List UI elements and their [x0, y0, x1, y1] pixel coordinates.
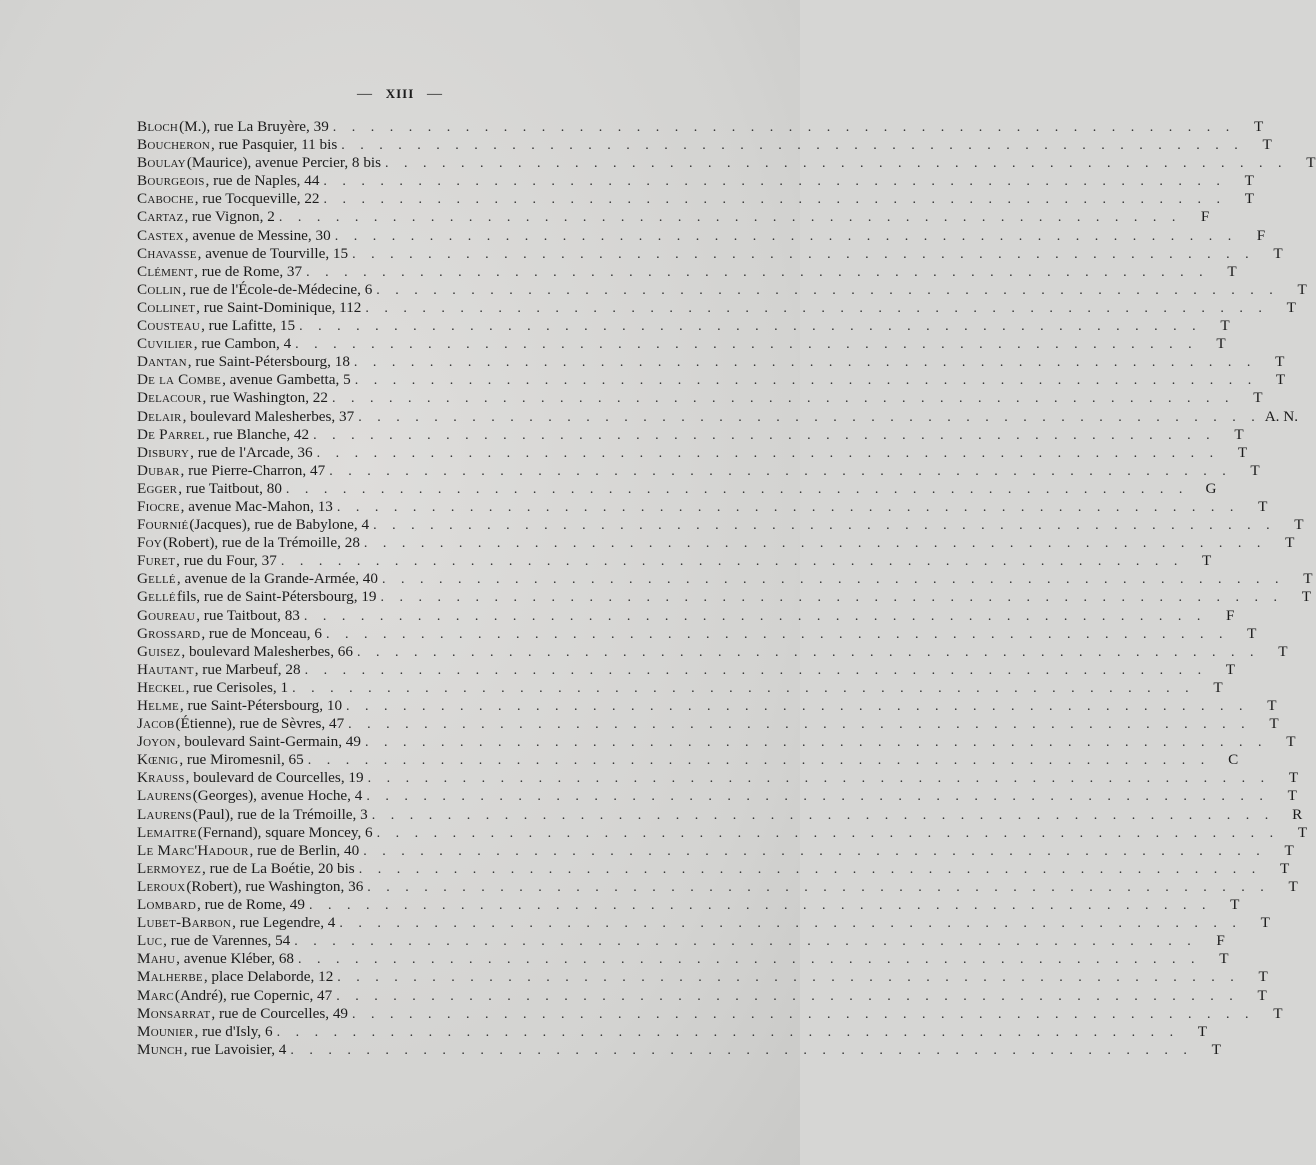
entry-name: Bloch — [137, 118, 179, 135]
entry-name: Bourgeois — [137, 172, 205, 190]
dot-leader: . . . . . . . . . . . . . . . . . . . . . . . . . . . . . . . . . . . . . . . . . . . . . . . . — [354, 373, 1258, 389]
dot-leader: . . . . . . . . . . . . . . . . . . . . . . . . . . . . . . . . . . . . . . . . . . . . . . . . — [323, 174, 1226, 190]
entry-name: Lubet-Barbon — [137, 914, 232, 932]
list-item — [137, 606, 1235, 625]
entry-address: , rue de Varennes, 54 — [163, 932, 291, 950]
entry-code: T — [1257, 986, 1267, 1004]
list-item — [137, 552, 1212, 570]
entry-code: T — [1286, 298, 1296, 316]
entry-address: (Robert), rue de la Trémoille, 28 — [162, 534, 360, 552]
entry-address: , rue Saint-Pétersbourg, 10 — [179, 697, 343, 714]
entry-name: Lermoyez — [137, 859, 202, 877]
header-dash-left: — — [356, 86, 373, 102]
entry-code: T — [1269, 715, 1279, 733]
entry-name: Dantan — [137, 353, 187, 371]
entry-name: Monsarrat — [137, 1004, 211, 1022]
entry-address: , boulevard Malesherbes, 37 — [182, 407, 355, 425]
entry-name: Foy — [137, 534, 162, 552]
entry-code: T — [1287, 787, 1297, 805]
list-item — [137, 715, 1279, 733]
dot-leader: . . . . . . . . . . . . . . . . . . . . . . . . . . . . . . . . . . . . . . . . . . . . . . . . — [280, 554, 1184, 570]
entry-name: Kœnig — [137, 751, 179, 769]
page-number: XIII — [385, 86, 415, 101]
list-item — [137, 407, 1299, 426]
entry-address: (Georges), avenue Hoche, 4 — [192, 787, 363, 805]
dot-leader: . . . . . . . . . . . . . . . . . . . . . . . . . . . . . . . . . . . . . . . . . . . . . . . . — [323, 192, 1227, 208]
dot-leader: . . . . . . . . . . . . . . . . . . . . . . . . . . . . . . . . . . . . . . . . . . . . . . . . — [352, 1006, 1255, 1022]
entry-code: T — [1273, 244, 1283, 262]
entry-name: Gellé — [137, 588, 176, 606]
dot-leader: . . . . . . . . . . . . . . . . . . . . . . . . . . . . . . . . . . . . . . . . . . . . . . . . — [292, 680, 1195, 696]
entry-address: , rue Legendre, 4 — [232, 914, 336, 932]
entry-address: , rue Taitbout, 80 — [178, 479, 282, 497]
list-item — [137, 1004, 1283, 1023]
entry-name: Furet — [137, 552, 176, 570]
page-header — [0, 86, 800, 103]
entry-code: F — [1256, 226, 1266, 244]
entry-address: , rue de Berlin, 40 — [249, 841, 360, 859]
entry-code: F — [1216, 932, 1225, 950]
entry-code: T — [1244, 172, 1254, 190]
entry-code: T — [1202, 552, 1212, 570]
entry-name: Collin — [137, 280, 182, 298]
list-item — [137, 624, 1257, 643]
dot-leader: . . . . . . . . . . . . . . . . . . . . . . . . . . . . . . . . . . . . . . . . . . . . . . . . — [299, 319, 1202, 335]
dot-leader: . . . . . . . . . . . . . . . . . . . . . . . . . . . . . . . . . . . . . . . . . . . . . . . . — [352, 246, 1255, 262]
entry-code: T — [1227, 262, 1237, 280]
entry-code: F — [1225, 606, 1235, 624]
entry-address: , avenue Kléber, 68 — [176, 950, 295, 968]
dot-leader: . . . . . . . . . . . . . . . . . . . . . . . . . . . . . . . . . . . . . . . . . . . . . . . . — [357, 644, 1260, 660]
entry-name: Dubar — [137, 461, 180, 479]
list-item — [137, 769, 1299, 787]
entry-name: Helme — [137, 697, 179, 714]
entry-code: T — [1303, 570, 1313, 588]
dot-leader: . . . . . . . . . . . . . . . . . . . . . . . . . . . . . . . . . . . . . . . . . . . . . . . . — [285, 481, 1189, 497]
entry-name: Krauss — [137, 769, 185, 787]
entry-name: Chavasse — [137, 244, 197, 262]
dot-leader: . . . . . . . . . . . . . . . . . . . . . . . . . . . . . . . . . . . . . . . . . . . . . . . . — [276, 1024, 1180, 1040]
dot-leader: . . . . . . . . . . . . . . . . . . . . . . . . . . . . . . . . . . . . . . . . . . . . . . . . — [376, 825, 1280, 841]
dot-leader: . . . . . . . . . . . . . . . . . . . . . . . . . . . . . . . . . . . . . . . . . . . . . . . . — [313, 427, 1216, 443]
dot-leader: . . . . . . . . . . . . . . . . . . . . . . . . . . . . . . . . . . . . . . . . . . . . . . . . — [329, 463, 1232, 479]
entry-name: Collinet — [137, 298, 196, 316]
dot-leader: . . . . . . . . . . . . . . . . . . . . . . . . . . . . . . . . . . . . . . . . . . . . . . . . — [353, 355, 1257, 371]
entry-name: Marc — [137, 986, 174, 1004]
list-item — [137, 986, 1267, 1005]
list-item — [137, 389, 1263, 407]
dot-leader: . . . . . . . . . . . . . . . . . . . . . . . . . . . . . . . . . . . . . . . . . . . . . . . . — [290, 1042, 1193, 1058]
entry-name: Grossard — [137, 624, 201, 642]
list-item — [137, 642, 1288, 661]
entry-code: T — [1258, 497, 1268, 515]
entry-code: T — [1278, 642, 1288, 660]
entry-name: Delair — [137, 407, 182, 425]
entry-address: (Robert), rue Washington, 36 — [186, 877, 364, 895]
list-item — [137, 298, 1296, 317]
dot-leader: . . . . . . . . . . . . . . . . . . . . . . . . . . . . . . . . . . . . . . . . . . . . . . . . — [337, 970, 1240, 986]
entry-address: , rue Washington, 22 — [202, 389, 328, 407]
entry-name: Fiocre — [137, 497, 180, 515]
entry-address: , avenue de Messine, 30 — [184, 226, 331, 244]
list-item — [137, 733, 1296, 751]
directory-list — [137, 118, 1316, 1059]
entry-code: T — [1253, 389, 1263, 407]
entry-address: , rue Cerisoles, 1 — [185, 678, 289, 696]
header-dash-right: — — [427, 86, 444, 102]
dot-leader: . . . . . . . . . . . . . . . . . . . . . . . . . . . . . . . . . . . . . . . . . . . . . . . . — [298, 952, 1201, 968]
entry-name: Joyon — [137, 733, 176, 751]
entry-address: , rue de La Boétie, 20 bis — [202, 859, 355, 877]
list-item — [137, 226, 1266, 245]
entry-name: Fournié — [137, 516, 189, 534]
list-item — [137, 877, 1298, 896]
list-item — [137, 118, 1264, 136]
entry-code: C — [1228, 751, 1239, 769]
entry-address: , rue de l'Arcade, 36 — [190, 443, 313, 461]
list-item — [137, 172, 1254, 190]
list-item — [137, 859, 1290, 878]
list-item — [137, 280, 1307, 299]
entry-address: , rue Lavoisier, 4 — [183, 1040, 287, 1058]
entry-code: T — [1247, 624, 1257, 642]
entry-name: Disbury — [137, 443, 190, 461]
list-item — [137, 697, 1277, 715]
list-item — [137, 461, 1260, 480]
list-item — [137, 244, 1283, 263]
entry-code: T — [1294, 516, 1304, 534]
dot-leader: . . . . . . . . . . . . . . . . . . . . . . . . . . . . . . . . . . . . . . . . . . . . . . . . — [304, 662, 1208, 678]
list-item — [137, 190, 1255, 208]
entry-code: T — [1273, 1004, 1283, 1022]
dot-leader: . . . . . . . . . . . . . . . . . . . . . . . . . . . . . . . . . . . . . . . . . . . . . . . . — [339, 916, 1242, 932]
dot-leader: . . . . . . . . . . . . . . . . . . . . . . . . . . . . . . . . . . . . . . . . . . . . . . . . — [385, 156, 1288, 172]
entry-address: (Paul), rue de la Trémoille, 3 — [192, 805, 368, 823]
dot-leader: . . . . . . . . . . . . . . . . . . . . . . . . . . . . . . . . . . . . . . . . . . . . . . . . — [294, 934, 1197, 950]
entry-name: Delacour — [137, 389, 202, 407]
entry-address: , rue de Courcelles, 49 — [211, 1004, 349, 1022]
entry-code: T — [1220, 317, 1230, 335]
dot-leader: . . . . . . . . . . . . . . . . . . . . . . . . . . . . . . . . . . . . . . . . . . . . . . . . — [331, 391, 1235, 407]
list-item — [137, 353, 1285, 371]
entry-address: , rue Saint-Dominique, 112 — [196, 298, 362, 316]
dot-leader: . . . . . . . . . . . . . . . . . . . . . . . . . . . . . . . . . . . . . . . . . . . . . . . . — [382, 572, 1285, 588]
list-item — [137, 660, 1236, 679]
list-item — [137, 497, 1268, 516]
dot-leader: . . . . . . . . . . . . . . . . . . . . . . . . . . . . . . . . . . . . . . . . . . . . . . . . — [334, 228, 1238, 244]
entry-name: Cartaz — [137, 208, 184, 226]
entry-address: (Jacques), rue de Babylone, 4 — [189, 516, 370, 534]
entry-code: T — [1197, 1022, 1208, 1040]
list-item — [137, 371, 1286, 389]
entry-address: , rue Taitbout, 83 — [196, 606, 300, 624]
list-item — [137, 932, 1225, 950]
entry-name: Malherbe — [137, 968, 203, 986]
entry-code: T — [1297, 280, 1307, 298]
entry-address: , avenue de la Grande-Armée, 40 — [176, 570, 378, 588]
entry-code: F — [1200, 208, 1210, 226]
entry-address: , rue Miromesnil, 65 — [179, 751, 304, 769]
list-item — [137, 787, 1297, 805]
entry-address: , rue de Rome, 37 — [194, 262, 303, 280]
entry-address: (Maurice), avenue Percier, 8 bis — [186, 154, 382, 172]
entry-name: Guisez — [137, 642, 181, 660]
dot-leader: . . . . . . . . . . . . . . . . . . . . . . . . . . . . . . . . . . . . . . . . . . . . . . . . — [332, 120, 1236, 135]
entry-name: De la Combe — [137, 371, 222, 389]
dot-leader: . . . . . . . . . . . . . . . . . . . . . . . . . . . . . . . . . . . . . . . . . . . . . . . . — [316, 445, 1220, 461]
entry-code: T — [1230, 896, 1240, 914]
entry-address: , avenue Mac-Mahon, 13 — [180, 497, 333, 515]
entry-address: , rue Saint-Pétersbourg, 18 — [187, 353, 350, 371]
entry-address: , rue Pasquier, 11 bis — [211, 136, 338, 154]
list-item — [137, 479, 1217, 498]
entry-address: , boulevard Saint-Germain, 49 — [176, 733, 361, 751]
list-item — [137, 154, 1316, 172]
dot-leader: . . . . . . . . . . . . . . . . . . . . . . . . . . . . . . . . . . . . . . . . . . . . . . . . — [363, 843, 1266, 859]
entry-address: , rue de Monceau, 6 — [201, 624, 322, 642]
entry-code: T — [1213, 678, 1223, 696]
entry-code: T — [1237, 443, 1248, 461]
list-item — [137, 534, 1295, 552]
list-item — [137, 335, 1226, 353]
entry-code: T — [1285, 534, 1295, 552]
list-item — [137, 317, 1230, 335]
entry-name: Le Marc'Hadour — [137, 841, 249, 859]
dot-leader: . . . . . . . . . . . . . . . . . . . . . . . . . . . . . . . . . . . . . . . . . . . . . . . . — [365, 300, 1268, 316]
list-item — [137, 136, 1272, 154]
entry-code: T — [1216, 335, 1226, 353]
entry-code: T — [1275, 353, 1285, 371]
entry-address: , rue d'Isly, 6 — [194, 1022, 273, 1040]
list-item — [137, 208, 1210, 226]
entry-name: Goureau — [137, 606, 196, 624]
entry-address: , rue Cambon, 4 — [193, 335, 292, 353]
list-item — [137, 914, 1270, 932]
entry-name: Munch — [137, 1040, 183, 1058]
list-item — [137, 841, 1294, 860]
entry-address: , rue Vignon, 2 — [184, 208, 275, 226]
dot-leader: . . . . . . . . . . . . . . . . . . . . . . . . . . . . . . . . . . . . . . . . . . . . . . . . — [307, 753, 1211, 769]
dot-leader: . . . . . . . . . . . . . . . . . . . . . . . . . . . . . . . . . . . . . . . . . . . . . . . . — [336, 988, 1239, 1004]
entry-address: , rue du Four, 37 — [176, 552, 277, 570]
dot-leader: . . . . . . . . . . . . . . . . . . . . . . . . . . . . . . . . . . . . . . . . . . . . . . . . — [367, 879, 1270, 895]
entry-address: , boulevard Malesherbes, 66 — [181, 642, 353, 660]
list-item — [137, 823, 1308, 842]
dot-leader: . . . . . . . . . . . . . . . . . . . . . . . . . . . . . . . . . . . . . . . . . . . . . . . . — [365, 735, 1268, 751]
entry-address: , place Delaborde, 12 — [203, 968, 334, 986]
entry-code: A. N. — [1264, 407, 1299, 425]
entry-code: T — [1260, 914, 1270, 932]
entry-code: T — [1234, 425, 1244, 443]
list-item — [137, 588, 1312, 606]
entry-code: T — [1211, 1040, 1221, 1058]
dot-leader: . . . . . . . . . . . . . . . . . . . . . . . . . . . . . . . . . . . . . . . . . . . . . . . . — [363, 536, 1267, 552]
dot-leader: . . . . . . . . . . . . . . . . . . . . . . . . . . . . . . . . . . . . . . . . . . . . . . . . — [341, 138, 1244, 154]
list-item — [137, 1040, 1221, 1059]
entry-code: T — [1250, 461, 1260, 479]
entry-name: Hautant — [137, 660, 194, 678]
entry-name: Cuvilier — [137, 335, 193, 353]
entry-name: Laurens — [137, 805, 192, 823]
entry-name: Gellé — [137, 570, 176, 588]
entry-address: , rue de Rome, 49 — [196, 896, 305, 914]
entry-code: R — [1292, 805, 1303, 823]
list-item — [137, 751, 1239, 769]
list-item — [137, 805, 1303, 824]
entry-code: T — [1262, 136, 1272, 154]
dot-leader: . . . . . . . . . . . . . . . . . . . . . . . . . . . . . . . . . . . . . . . . . . . . . . . . — [358, 861, 1262, 877]
dot-leader: . . . . . . . . . . . . . . . . . . . . . . . . . . . . . . . . . . . . . . . . . . . . . . . . — [295, 337, 1198, 353]
entry-address: (Fernand), square Moncey, 6 — [197, 823, 373, 841]
entry-address: , rue de l'École-de-Médecine, 6 — [182, 280, 373, 298]
entry-address: fils, rue de Saint-Pétersbourg, 19 — [176, 588, 377, 606]
entry-name: Heckel — [137, 678, 185, 696]
entry-name: Leroux — [137, 877, 186, 895]
dot-leader: . . . . . . . . . . . . . . . . . . . . . . . . . . . . . . . . . . . . . . . . . . . . . . . . — [346, 699, 1249, 714]
entry-address: , rue Lafitte, 15 — [201, 317, 296, 335]
entry-name: Boucheron — [137, 136, 211, 154]
entry-code: T — [1225, 660, 1236, 678]
list-item — [137, 1022, 1208, 1041]
list-item — [137, 896, 1240, 914]
list-item — [137, 425, 1244, 444]
dot-leader: . . . . . . . . . . . . . . . . . . . . . . . . . . . . . . . . . . . . . . . . . . . . . . . . — [371, 807, 1275, 823]
entry-code: T — [1306, 154, 1316, 172]
entry-address: , rue Blanche, 42 — [205, 425, 310, 443]
entry-address: , rue Tocqueville, 22 — [194, 190, 320, 208]
dot-leader: . . . . . . . . . . . . . . . . . . . . . . . . . . . . . . . . . . . . . . . . . . . . . . . . — [380, 590, 1284, 606]
dot-leader: . . . . . . . . . . . . . . . . . . . . . . . . . . . . . . . . . . . . . . . . . . . . . . . . — [367, 771, 1271, 787]
dot-leader: . . . . . . . . . . . . . . . . . . . . . . . . . . . . . . . . . . . . . . . . . . . . . . . . — [306, 264, 1209, 280]
list-item — [137, 968, 1268, 986]
entry-code: T — [1258, 968, 1268, 986]
entry-name: De Parrel — [137, 425, 205, 443]
dot-leader: . . . . . . . . . . . . . . . . . . . . . . . . . . . . . . . . . . . . . . . . . . . . . . . . — [373, 518, 1276, 534]
list-item — [137, 516, 1304, 534]
entry-name: Mounier — [137, 1022, 194, 1040]
entry-name: Boulay — [137, 154, 186, 172]
entry-name: Lombard — [137, 896, 196, 914]
entry-address: , rue Pierre-Charron, 47 — [180, 461, 326, 479]
entry-address: (M.), rue La Bruyère, 39 — [179, 118, 329, 135]
entry-address: , rue de Naples, 44 — [205, 172, 320, 190]
entry-name: Jacob — [137, 715, 175, 733]
entry-name: Lemaitre — [137, 823, 197, 841]
list-item — [137, 950, 1229, 968]
entry-code: T — [1286, 733, 1296, 751]
entry-code: T — [1288, 769, 1299, 787]
entry-name: Luc — [137, 932, 163, 950]
entry-name: Clément — [137, 262, 194, 280]
list-item — [137, 678, 1223, 697]
dot-leader: . . . . . . . . . . . . . . . . . . . . . . . . . . . . . . . . . . . . . . . . . . . . . . . . — [366, 789, 1269, 805]
entry-address: (André), rue Copernic, 47 — [174, 986, 333, 1004]
list-item — [137, 443, 1248, 462]
entry-name: Cousteau — [137, 317, 201, 335]
entry-name: Mahu — [137, 950, 176, 968]
entry-code: T — [1297, 823, 1308, 841]
entry-code: T — [1284, 841, 1294, 859]
entry-name: Egger — [137, 479, 178, 497]
entry-code: G — [1205, 479, 1217, 497]
dot-leader: . . . . . . . . . . . . . . . . . . . . . . . . . . . . . . . . . . . . . . . . . . . . . . . . — [325, 626, 1229, 642]
dot-leader: . . . . . . . . . . . . . . . . . . . . . . . . . . . . . . . . . . . . . . . . . . . . . . . . — [278, 210, 1182, 226]
entry-address: , avenue Gambetta, 5 — [222, 371, 351, 389]
entry-code: T — [1254, 118, 1264, 135]
list-item — [137, 570, 1313, 588]
dot-leader: . . . . . . . . . . . . . . . . . . . . . . . . . . . . . . . . . . . . . . . . . . . . . . . . — [308, 898, 1212, 914]
dot-leader: . . . . . . . . . . . . . . . . . . . . . . . . . . . . . . . . . . . . . . . . . . . . . . . . — [348, 717, 1251, 733]
entry-name: Laurens — [137, 787, 192, 805]
entry-code: T — [1275, 371, 1286, 389]
entry-address: (Étienne), rue de Sèvres, 47 — [175, 715, 345, 733]
dot-leader: . . . . . . . . . . . . . . . . . . . . . . . . . . . . . . . . . . . . . . . . . . . . . . . . — [376, 282, 1279, 298]
entry-name: Caboche — [137, 190, 194, 208]
entry-code: T — [1267, 697, 1277, 714]
entry-name: Castex — [137, 226, 184, 244]
dot-leader: . . . . . . . . . . . . . . . . . . . . . . . . . . . . . . . . . . . . . . . . . . . . . . . . — [303, 608, 1207, 624]
entry-code: T — [1288, 877, 1298, 895]
entry-address: , avenue de Tourville, 15 — [197, 244, 349, 262]
entry-address: , boulevard de Courcelles, 19 — [185, 769, 364, 787]
entry-code: T — [1219, 950, 1229, 968]
dot-leader: . . . . . . . . . . . . . . . . . . . . . . . . . . . . . . . . . . . . . . . . . . . . . . . . — [336, 499, 1240, 515]
list-item — [137, 262, 1237, 281]
entry-address: , rue Marbeuf, 28 — [194, 660, 301, 678]
dot-leader: . . . . . . . . . . . . . . . . . . . . . . . . . . . . . . . . . . . . . . . . . . . . . . . . — [358, 409, 1261, 425]
entry-code: T — [1301, 588, 1312, 606]
entry-code: T — [1244, 190, 1255, 208]
entry-code: T — [1279, 859, 1290, 877]
